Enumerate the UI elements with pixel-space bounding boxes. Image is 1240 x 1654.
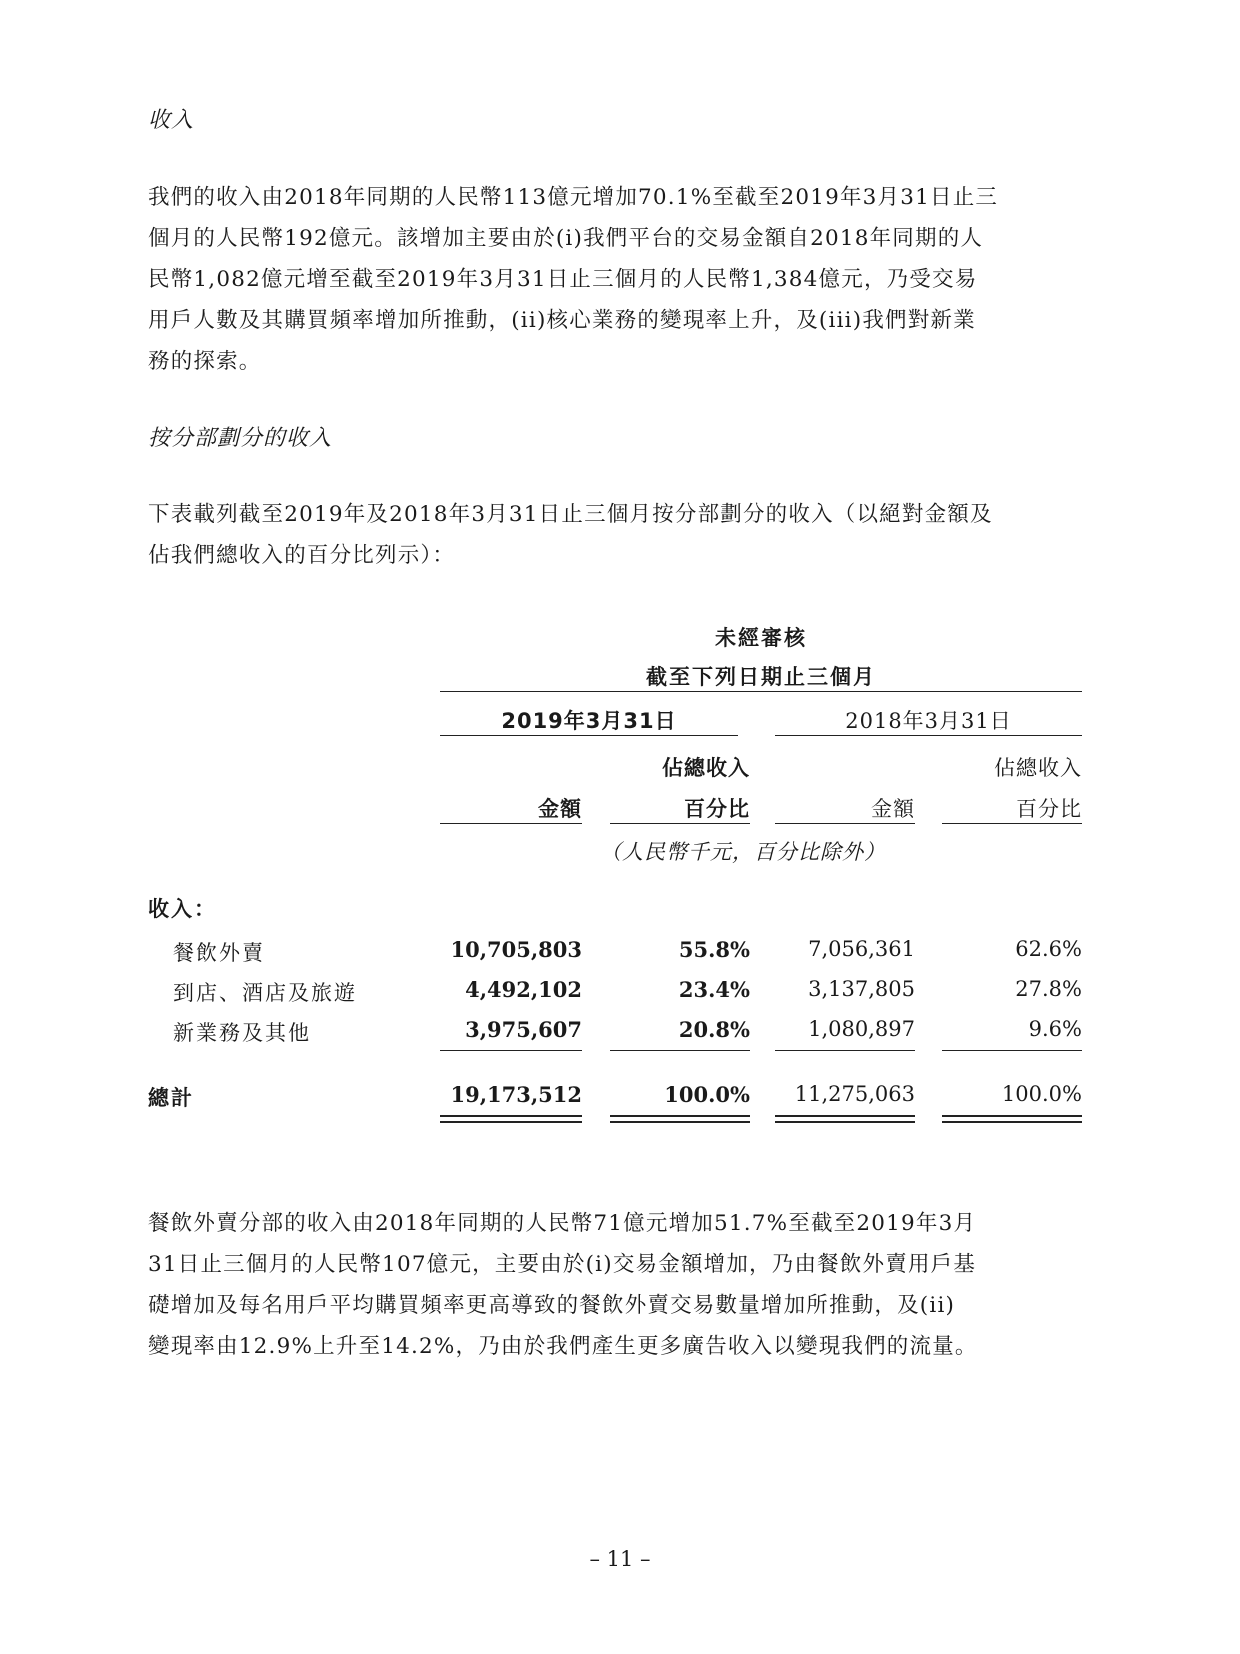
cell-pct-2019: 55.8% [678, 937, 750, 962]
page-number: – 11 – [589, 1547, 651, 1571]
table-header-unaudited: 未經審核 [715, 626, 807, 650]
subtotal-rule [440, 1050, 582, 1051]
paragraph-line: 下表載列截至2019年及2018年3月31日止三個月按分部劃分的收入（以絕對金額及 [148, 502, 993, 527]
cell-pct-2019: 23.4% [678, 977, 750, 1002]
paragraph-line: 民幣1,082億元增至截至2019年3月31日止三個月的人民幣1,384億元，乃受交易 [148, 267, 978, 292]
paragraph-line: 餐飲外賣分部的收入由2018年同期的人民幣71億元增加51.7%至截至2019年3月 [148, 1211, 977, 1236]
paragraph-line: 礎增加及每名用戶平均購買頻率更高導致的餐飲外賣交易數量增加所推動，及(ii) [148, 1293, 956, 1318]
row-label: 到店、酒店及旅遊 [173, 981, 357, 1005]
section-title: 收入 [148, 108, 195, 133]
col-pct-2019-line2: 百分比 [684, 797, 750, 821]
paragraph-line: 務的探索。 [148, 349, 262, 374]
paragraph-line: 用戶人數及其購買頻率增加所推動，(ii)核心業務的變現率上升，及(iii)我們對新業 [148, 308, 976, 333]
row-label: 新業務及其他 [173, 1021, 311, 1045]
col-pct-2019-line1: 佔總收入 [662, 756, 750, 780]
total-pct-2019: 100.0% [664, 1082, 750, 1107]
total-double-rule [440, 1115, 582, 1123]
col-rule [775, 823, 915, 824]
subtotal-rule [775, 1050, 915, 1051]
cell-amount-2018: 1,080,897 [808, 1017, 915, 1041]
subtotal-rule [942, 1050, 1082, 1051]
paragraph-line: 變現率由12.9%上升至14.2%，乃由於我們產生更多廣告收入以變現我們的流量。 [148, 1334, 978, 1359]
total-label: 總計 [148, 1086, 194, 1110]
col-amount-2018: 金額 [871, 797, 915, 821]
col-amount-2019: 金額 [538, 797, 582, 821]
closing-paragraph [148, 1203, 1096, 1367]
total-pct-2018: 100.0% [1001, 1082, 1082, 1106]
col-pct-2018-line2: 百分比 [1016, 797, 1082, 821]
col-rule [942, 823, 1082, 824]
subtotal-rule [610, 1050, 750, 1051]
column-group-2018: 2018年3月31日 [845, 709, 1012, 733]
subsection-title: 按分部劃分的收入 [148, 426, 333, 451]
paragraph-line: 佔我們總收入的百分比列示）： [148, 543, 456, 568]
group-rule-2019 [440, 735, 738, 736]
cell-pct-2018: 27.8% [1015, 977, 1082, 1001]
intro-paragraph [148, 177, 1096, 382]
paragraph-line: 我們的收入由2018年同期的人民幣113億元增加70.1%至截至2019年3月31日止三 [148, 185, 999, 210]
table-header-period: 截至下列日期止三個月 [646, 665, 876, 689]
total-double-rule [610, 1115, 750, 1123]
cell-amount-2019: 10,705,803 [450, 937, 582, 962]
cell-pct-2018: 9.6% [1028, 1017, 1082, 1041]
total-double-rule [942, 1115, 1082, 1123]
paragraph-line: 個月的人民幣192億元。該增加主要由於(i)我們平台的交易金額自2018年同期的人 [148, 226, 984, 251]
total-amount-2018: 11,275,063 [794, 1082, 915, 1106]
col-rule [440, 823, 582, 824]
cell-pct-2019: 20.8% [678, 1017, 750, 1042]
cell-amount-2018: 7,056,361 [808, 937, 915, 961]
column-group-2019: 2019年3月31日 [501, 709, 677, 733]
total-double-rule [775, 1115, 915, 1123]
col-pct-2018-line1: 佔總收入 [994, 756, 1082, 780]
col-rule [610, 823, 750, 824]
cell-pct-2018: 62.6% [1015, 937, 1082, 961]
row-label: 餐飲外賣 [173, 941, 265, 965]
unit-note: （人民幣千元，百分比除外） [600, 840, 886, 864]
section-label: 收入： [148, 897, 217, 921]
group-rule-2018 [775, 735, 1082, 736]
table-intro-paragraph [148, 494, 1096, 576]
paragraph-line: 31日止三個月的人民幣107億元，主要由於(i)交易金額增加，乃由餐飲外賣用戶基 [148, 1252, 977, 1277]
cell-amount-2019: 3,975,607 [465, 1017, 582, 1042]
cell-amount-2018: 3,137,805 [808, 977, 915, 1001]
total-amount-2019: 19,173,512 [450, 1082, 582, 1107]
cell-amount-2019: 4,492,102 [465, 977, 582, 1002]
header-rule [440, 691, 1082, 692]
